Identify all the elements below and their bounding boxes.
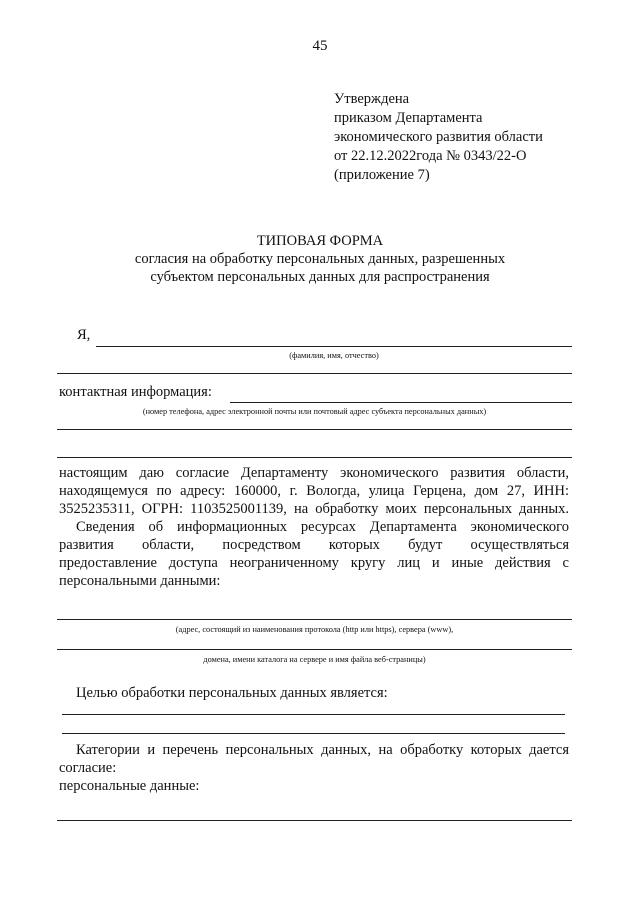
- name-caption: (фамилия, имя, отчество): [289, 351, 379, 360]
- name-field-line[interactable]: [96, 346, 572, 347]
- approval-line-5: (приложение 7): [334, 167, 430, 183]
- categories-line-3: персональные данные:: [59, 778, 200, 794]
- page-number: 45: [312, 38, 328, 54]
- resources-line-2: развития области, посредством которых будут осуществляться: [59, 537, 569, 553]
- contact-field-line[interactable]: [230, 402, 572, 403]
- personal-data-line[interactable]: [57, 820, 572, 821]
- approval-line-4: от 22.12.2022года № 0343/22-О: [334, 148, 527, 164]
- approval-line-2: приказом Департамента: [334, 110, 483, 126]
- consent-line-3: 3525235311, ОГРН: 1103525001139, на обработку моих персональных данных.: [59, 501, 569, 517]
- resources-line-4: персональными данными:: [59, 573, 221, 589]
- consent-line-1: настоящим даю согласие Департаменту экономического развития области,: [59, 465, 569, 481]
- categories-line-1: Категории и перечень персональных данных, на обработку которых дается: [76, 742, 569, 758]
- contact-extra-line-2[interactable]: [57, 457, 572, 458]
- categories-line-2: согласие:: [59, 760, 117, 776]
- consent-line-2: находящемуся по адресу: 160000, г. Вологда, улица Герцена, дом 27, ИНН:: [59, 483, 569, 499]
- purpose-line-1[interactable]: [62, 714, 565, 715]
- approval-line-3: экономического развития области: [334, 129, 543, 145]
- resources-line-3: предоставление доступа неограниченному кругу лиц и иные действия с: [59, 555, 569, 571]
- purpose-line-2[interactable]: [62, 733, 565, 734]
- purpose-label: Целью обработки персональных данных является:: [76, 685, 388, 701]
- contact-caption: (номер телефона, адрес электронной почты или почтовый адрес субъекта персональных данных): [142, 407, 487, 416]
- approval-line-1: Утверждена: [334, 91, 410, 107]
- web-address-caption-1: (адрес, состоящий из наименования протокола (http или https), сервера (www),: [175, 625, 454, 634]
- form-title: [0, 232, 640, 286]
- contact-extra-line-1[interactable]: [57, 429, 572, 430]
- contact-label: контактная информация:: [59, 384, 212, 400]
- web-address-caption-2: домена, имени каталога на сервере и имя файла веб-страницы): [203, 655, 426, 664]
- resources-line-1: Сведения об информационных ресурсах Департамента экономического: [76, 519, 569, 535]
- form-title-main: ТИПОВАЯ ФОРМА: [256, 233, 384, 249]
- name-extra-line[interactable]: [57, 373, 572, 374]
- form-title-sub-2: субъектом персональных данных для распространения: [150, 269, 490, 285]
- approval-block: [334, 90, 543, 185]
- web-address-line-1[interactable]: [57, 619, 572, 620]
- i-label: Я,: [77, 327, 91, 343]
- form-title-sub-1: согласия на обработку персональных данных, разрешенных: [134, 251, 506, 267]
- web-address-line-2[interactable]: [57, 649, 572, 650]
